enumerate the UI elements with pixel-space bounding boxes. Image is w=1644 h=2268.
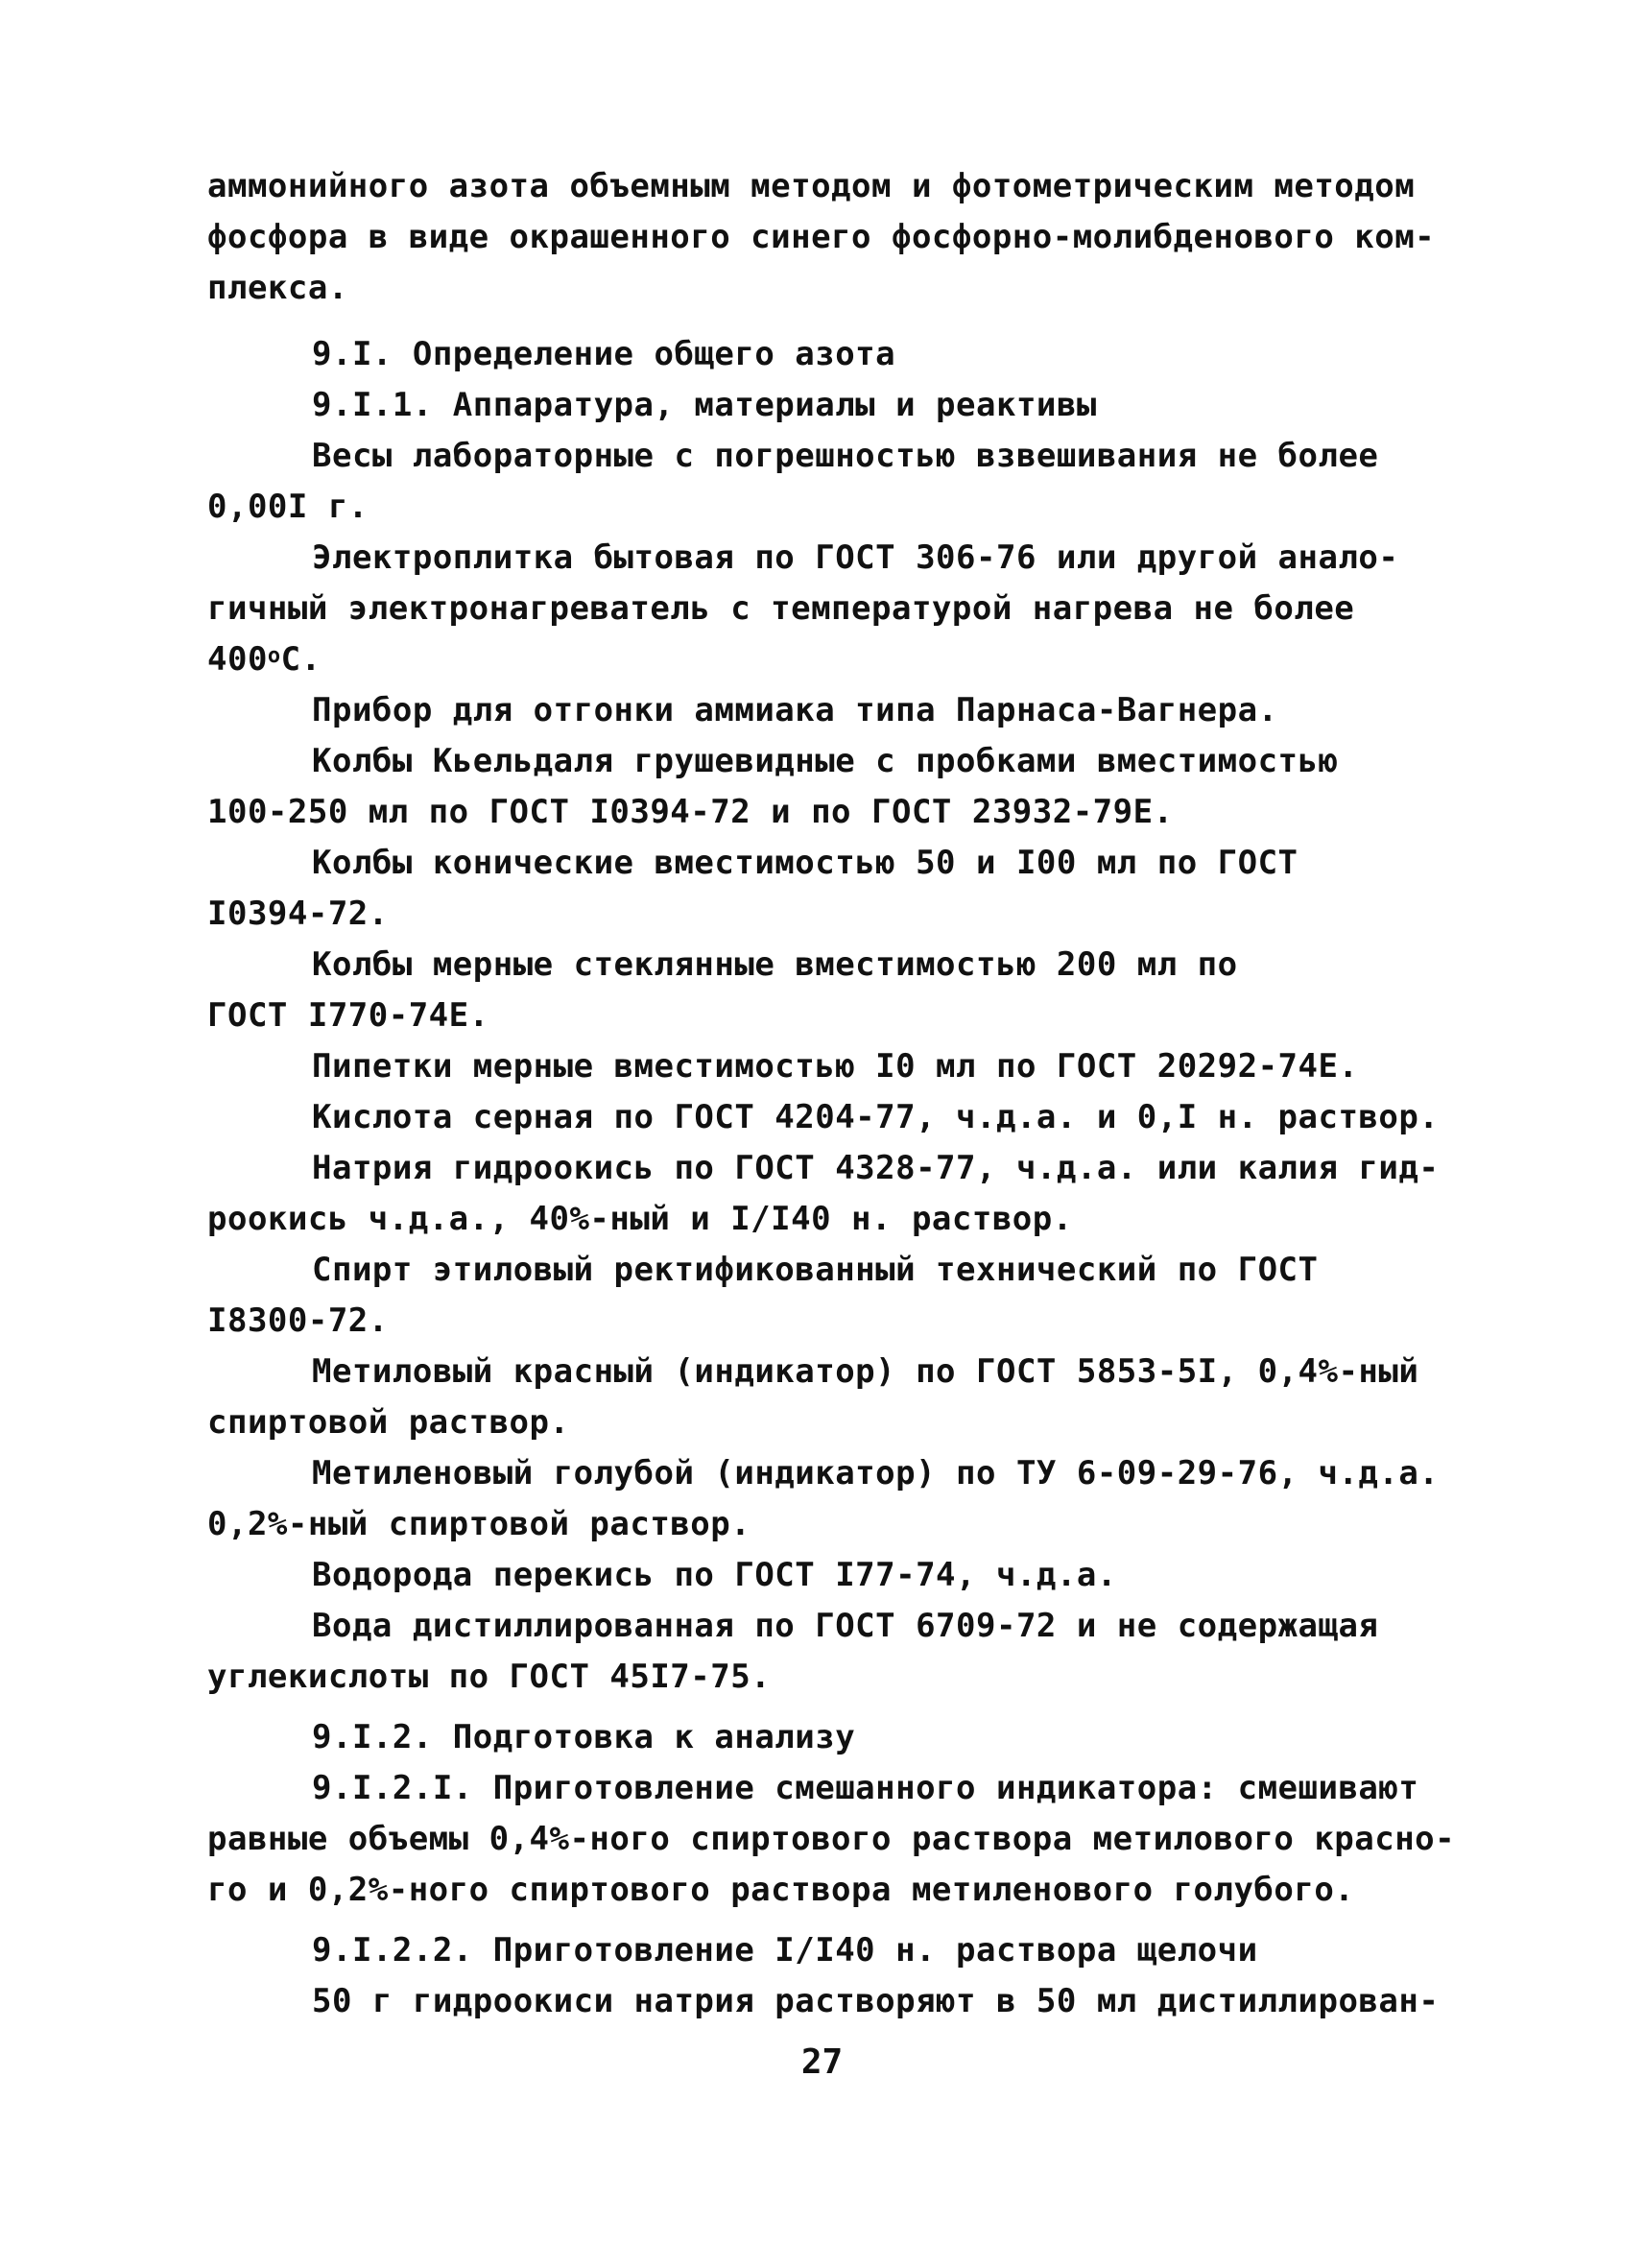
text-line: Метиловый красный (индикатор) по ГОСТ 5853-5I, 0,4%-ный: [312, 1352, 1419, 1391]
text-line: го и 0,2%-ного спиртового раствора метиленового голубого.: [207, 1871, 1355, 1909]
text-line: Весы лабораторные с погрешностью взвешивания не более: [312, 437, 1379, 475]
text-line: Электроплитка бытовая по ГОСТ 306-76 или другой анало-: [312, 538, 1399, 577]
temperature-value: 400: [207, 640, 268, 679]
text-line: фосфора в виде окрашенного синего фосфорно-молибденового ком-: [207, 218, 1436, 256]
text-line: Водорода перекись по ГОСТ I77-74, ч.д.а.: [312, 1556, 1117, 1594]
text-line: аммонийного азота объемным методом и фотометрическим методом: [207, 167, 1416, 205]
text-line: ГОСТ I770-74Е.: [207, 996, 489, 1035]
text-line: Кислота серная по ГОСТ 4204-77, ч.д.а. и 0,I н. раствор.: [312, 1098, 1440, 1136]
text-line: равные объемы 0,4%-ного спиртового раствора метилового красно-: [207, 1820, 1456, 1858]
text-line: Пипетки мерные вместимостью I0 мл по ГОСТ 20292-74Е.: [312, 1047, 1359, 1086]
section-heading: 9.I. Определение общего азота: [312, 335, 896, 373]
text-line: 0,00I г.: [207, 488, 369, 526]
text-line: Колбы мерные стеклянные вместимостью 200 мл по: [312, 945, 1238, 984]
text-line: Спирт этиловый ректификованный технический по ГОСТ: [312, 1251, 1319, 1289]
text-line: 0,2%-ный спиртовой раствор.: [207, 1505, 751, 1543]
page-number: 27: [800, 2042, 844, 2082]
text-line: плекса.: [207, 269, 348, 307]
text-line: Прибор для отгонки аммиака типа Парнаса-Вагнера.: [312, 691, 1278, 729]
degree-superscript: о: [267, 644, 281, 668]
text-line: Колбы Кьельдаля грушевидные с пробками вместимостью: [312, 742, 1339, 780]
text-line: 100-250 мл по ГОСТ I0394-72 и по ГОСТ 23932-79Е.: [207, 793, 1174, 831]
text-line: гичный электронагреватель с температурой нагрева не более: [207, 589, 1355, 628]
text-line: Натрия гидроокись по ГОСТ 4328-77, ч.д.а. или калия гид-: [312, 1149, 1440, 1187]
text-line: Метиленовый голубой (индикатор) по ТУ 6-09-29-76, ч.д.а.: [312, 1454, 1440, 1492]
text-line: 9.I.2.I. Приготовление смешанного индикатора: смешивают: [312, 1769, 1419, 1807]
text-line: спиртовой раствор.: [207, 1403, 570, 1442]
subsection-heading: 9.I.1. Аппаратура, материалы и реактивы: [312, 386, 1097, 424]
text-line: 9.I.2.2. Приготовление I/I40 н. раствора щелочи: [312, 1931, 1258, 1970]
text-line: I8300-72.: [207, 1301, 389, 1340]
text-line: Колбы конические вместимостью 50 и I00 мл по ГОСТ: [312, 844, 1299, 882]
text-line: I0394-72.: [207, 895, 389, 933]
text-line: роокись ч.д.а., 40%-ный и I/I40 н. раствор.: [207, 1200, 1073, 1238]
temperature-line: [207, 634, 1455, 685]
text-line: Вода дистиллированная по ГОСТ 6709-72 и не содержащая: [312, 1607, 1379, 1645]
subsection-heading: 9.I.2. Подготовка к анализу: [312, 1718, 856, 1756]
text-line: 50 г гидроокиси натрия растворяют в 50 мл дистиллирован-: [312, 1982, 1440, 2020]
temperature-unit: С.: [280, 640, 322, 679]
document-body: [207, 161, 1455, 2027]
text-line: углекислоты по ГОСТ 45I7-75.: [207, 1658, 772, 1696]
